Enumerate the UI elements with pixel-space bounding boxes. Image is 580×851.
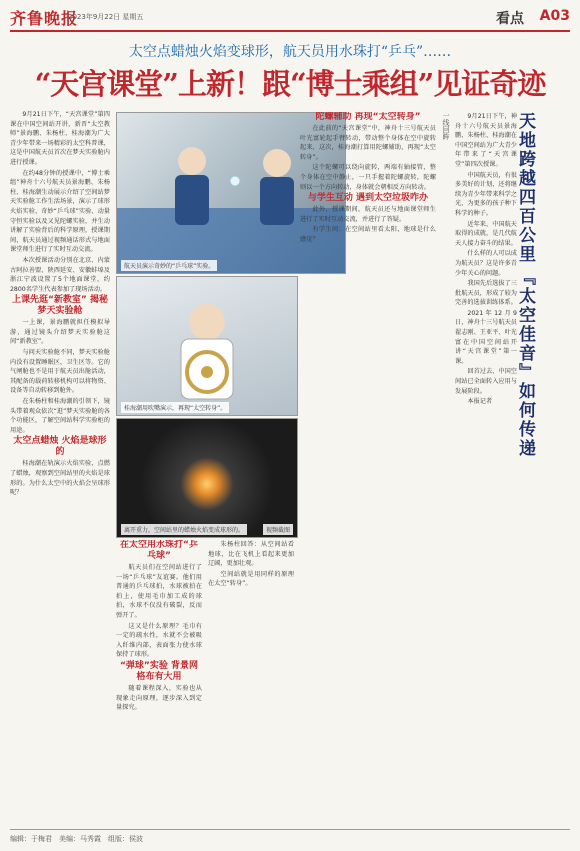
reporter-credit: 本报记者 [467,398,493,406]
paragraph: 这个陀螺可以绕向旋转，两端有轴接管，整个身体在空中静止，一只手握着陀螺旋转，陀螺则以一个方向转动，身体就会朝相反方向转动。 [300,164,436,191]
page-number: A03 [539,8,570,24]
paragraph: 这又是什么原理？毛巾有一定的疏水性，水就不会被吸入纤维内部，表面张力使水球保持了球形。 [116,622,202,659]
paragraph: 一上课，景海鹏就担任模拟导游，通过镜头介绍梦天实验舱这间“新教室”。 [10,319,110,346]
issue-date: 2023年9月22日 星期五 [68,13,144,21]
paragraph: 与问天实验舱不同，梦天实验舱内没有设置睡眠区，卫生区等。它的气闸舱也不是用于航天员出舱活动，其配备的载荷转移机构可以将物资、设备等自动转移到舱外。 [10,349,110,395]
paragraph: 有学生问：在空间站里看太阳，地球是什么感觉？ [300,226,436,243]
paragraph: 2021年12月9日，神舟十三号航天员翟志刚、王亚平、叶光富在中国空间站开讲“天宫课堂”第一课。 [455,309,517,365]
paragraph: 在约48分钟的授课中，“博士乘组”神舟十六号航天员景海鹏、朱杨柱、桂海潮生动展示介绍了空间站梦天实验舱工作生活场景，演示了球形火焰实验、奇妙“乒乓球”实验、动量守恒实验以及又见陀螺实验，并生动讲解了实验背后的科学原理，授课期间，航天员通过视频通话形式与地面课堂师生进行了实时互动交流。 [10,169,110,254]
paragraph: 9月21日下午，神舟十六号航天员景海鹏、朱杨柱、桂海潮在中国空间站为广大青少年带来了“天宫课堂”第四次授课。 [455,113,517,168]
paragraph: 随着课程深入，实验也从现象走向原理，逐步深入到定量探究。 [116,684,202,712]
side-headline-1: 天地跨越四百公里 [515,112,535,264]
section-label: 一线回眸 [442,112,450,140]
photo-gyroscope [116,276,298,416]
subheading: 上课先逛“新教室” 揭秘梦天实验舱 [12,295,108,317]
headline: “天宫课堂”上新！跟“博士乘组”见证奇迹 [34,67,546,101]
paragraph: 桂海潮在轨演示火焰实验，点燃了蜡烛，观察到空间站里的火焰是球形的。为什么太空中的火焰会呈球形呢？ [10,460,110,497]
kicker: 太空点蜡烛火焰变球形，航天员用水珠打“乒乓”…… [128,44,452,60]
section-name: 看点 [496,11,524,27]
photo-candle-flame [116,418,298,538]
photo-caption: 航天员演示奇妙的“乒乓球”实验。 [121,260,217,271]
subheading: 陀螺辅助 再现“太空转身” [315,112,421,122]
masthead [10,4,570,32]
paragraph: 航天员们在空间站进行了一场“乒乓球”友谊赛。他们用普通的乒乓球拍，水球被拍在拍上，使用毛巾加工成的球拍，水球不仅没有破裂，反而弹开了。 [116,564,202,619]
paragraph: 9月21日下午，“天宫课堂”第四课在中国空间站开讲，新晋“太空教师”景海鹏、朱杨柱、桂海潮为广大青少年带来一场精彩的太空科普课，这是中国航天员首次在梦天实验舱内进行授课。 [10,111,110,166]
paragraph: 回首过去，中国空间站已全面转入应用与发展阶段。 [455,368,517,395]
article-column-2 [116,540,202,825]
side-headline-2: 『太空佳音』如何传递 [515,268,535,458]
paragraph: 在朱杨柱和桂海潮的引领下，镜头带着观众依次“逛”梦天实验舱的各个功能区，了解空间站科学实验柜的用途。 [10,398,110,434]
photo-caption: 离开重力，空间站里的蜡烛火焰变成球形的。 [121,524,247,535]
photo-illustration [117,277,297,415]
subheading: 在太空用水珠打“乒乓球” [120,540,198,561]
article-column-4 [455,112,517,825]
paragraph: 近年来，中国航天取得的成就，是几代航天人接力奋斗的结果。 [455,220,517,247]
paragraph: 本次授课活动分别在北京、内蒙古阿拉善盟、陕西延安、安徽蚌埠及浙江宁波设置了5个地面课堂，约2800名学生代表参加了现场活动。 [10,256,110,293]
subheading: “弹球”实验 背景网格布有大用 [120,660,198,682]
paragraph: 中国航天员，有很多美好的计划，还将继续为青少年带来科学之光，为更多的孩子种下科学的种子。 [455,171,517,217]
article-column-1 [10,110,110,825]
paragraph: 此外，授课期间，航天员还与地面课堂师生进行了实时互动交流，并进行了答疑。 [300,206,436,223]
paragraph: 朱杨柱回答：从空间站看地球，比在飞机上看起来更加辽阔，更加壮观。 [208,541,294,568]
subheading: 与学生互动 遇到太空垃圾咋办 [307,193,429,204]
paragraph: 空间站就是用同样的原理在太空“转身”。 [208,570,294,588]
subheading: 太空点蜡烛 火焰是球形的 [13,436,107,458]
paragraph: 我国先后选拔了三批航天员，形成了较为完善的选拔训练体系。 [455,280,517,307]
page-footer: 编辑：于梅君 美编：马秀霞 组版：侯波 [10,829,570,844]
photo-caption: 桂海潮用吹嘴演示，再现“太空转身”。 [121,402,229,413]
newspaper-logo: 齐鲁晚报 [10,9,79,28]
photo-credit: 视频截图 [263,524,293,535]
article-column-2b [208,540,294,825]
paragraph: 什么样的人可以成为航天员？这是许多青少年关心的问题。 [455,250,517,277]
article-column-3 [300,112,436,825]
paragraph: 在此前的“天宫课堂”中，神舟十三号航天员叶光富轮起手臂转动，带动整个身体在空中旋转起来，这次，桂海潮打算用陀螺辅助，再现“太空转身”。 [300,125,436,161]
